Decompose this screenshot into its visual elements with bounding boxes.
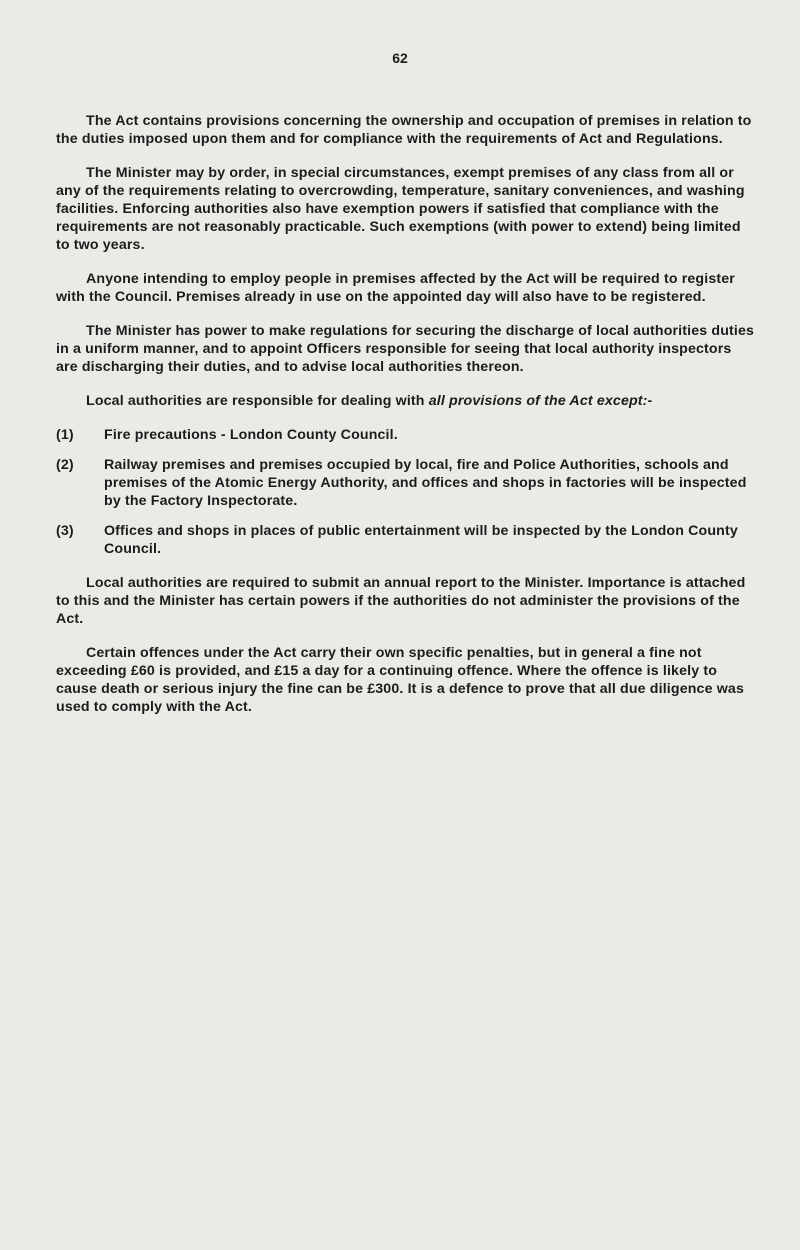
- list-item: [56, 426, 756, 444]
- list-item: [56, 456, 756, 510]
- list-item: [56, 522, 756, 558]
- list-item-number: (1): [56, 427, 74, 443]
- paragraph-regulations: The Minister has power to make regulations for securing the discharge of local authorities duties in a uniform manner, and to appoint Officers responsible for seeing that local authority inspectors are discharging their duties, and to advise local authorities thereon.: [56, 323, 755, 375]
- paragraph-penalties: Certain offences under the Act carry their own specific penalties, but in general a fine not exceeding £60 is provided, and £15 a day for a continuing offence. Where the offence is likely to cause death or serious injury the fine can be £300. It is a defence to prove that all due diligence was used to comply with the Act.: [56, 645, 744, 715]
- list-item-number: (2): [56, 457, 74, 473]
- exceptions-list: [56, 426, 756, 558]
- paragraph-ownership: The Act contains provisions concerning the ownership and occupation of premises in relation to the duties imposed upon them and for compliance with the requirements of Act and Regulations.: [56, 113, 752, 147]
- list-item-number: (3): [56, 523, 74, 539]
- paragraph-annual-report: Local authorities are required to submit an annual report to the Minister. Importance is attached to this and the Minister has certain powers if the authorities do not administer the provisions of the Act.: [56, 575, 746, 627]
- paragraph-registration: Anyone intending to employ people in premises affected by the Act will be required to register with the Council. Premises already in use on the appointed day will also have to be registered.: [56, 271, 735, 305]
- list-item-text: Fire precautions - London County Council.: [104, 427, 398, 443]
- responsibilities-italic-text: all provisions of the Act except:-: [428, 393, 653, 409]
- paragraph-responsibilities: [56, 392, 756, 410]
- paragraph-exemptions: The Minister may by order, in special circumstances, exempt premises of any class from all or any of the requirements relating to overcrowding, temperature, sanitary conveniences, and washing facilities. Enforcing authorities also have exemption powers if satisfied that compliance with the requirements are not reasonably practicable. Such exemptions (with power to extend) being limited to two years.: [56, 165, 745, 253]
- responsibilities-text: Local authorities are responsible for dealing with: [86, 393, 429, 409]
- page-number: 62: [392, 50, 408, 66]
- list-item-text: Railway premises and premises occupied by local, fire and Police Authorities, schools and premises of the Atomic Energy Authority, and offices and shops in factories will be inspected by the Factory Inspectorate.: [104, 457, 747, 509]
- list-item-text: Offices and shops in places of public entertainment will be inspected by the London County Council.: [104, 523, 738, 557]
- document-body: [56, 112, 756, 732]
